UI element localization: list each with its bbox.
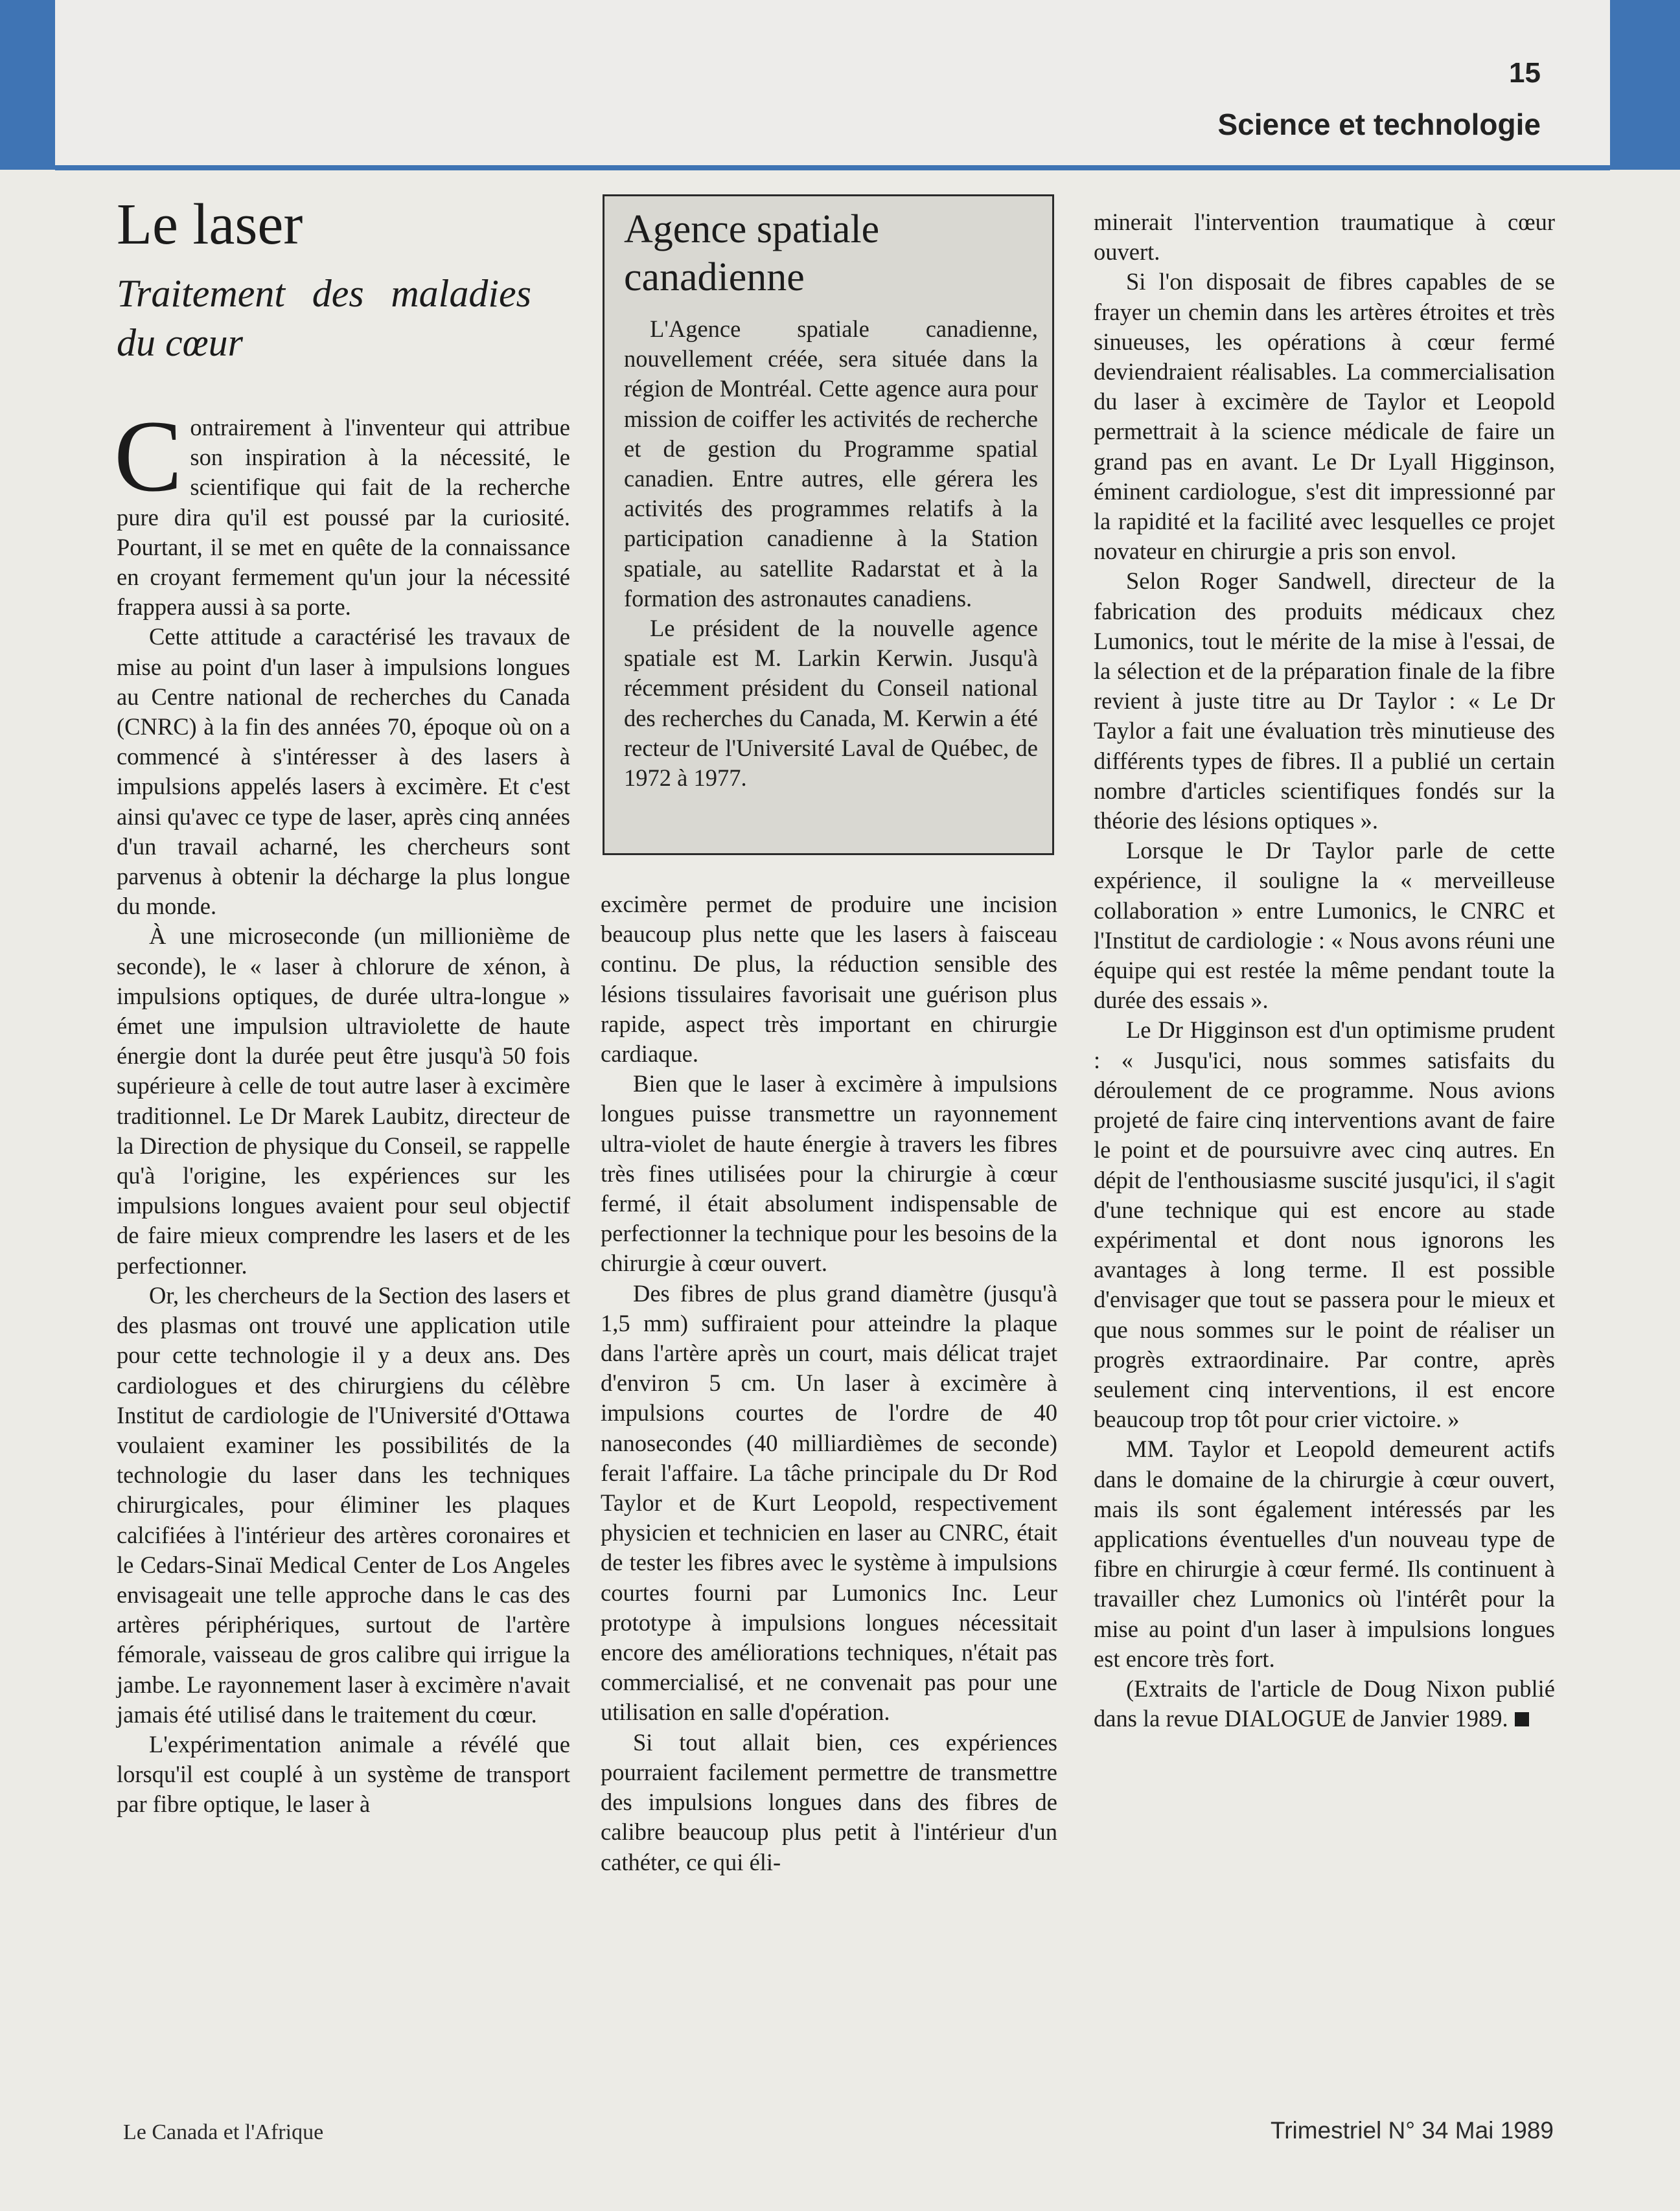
article-paragraph: excimère permet de produire une incision beaucoup plus nette que les lasers à faisceau continu. De plus, la réduction sensible des lésions tissulaires favorisait une guérison plus rapide, aspect très important en chirurgie cardiaque. xyxy=(601,891,1057,1068)
article-paragraph: Contrairement à l'inventeur qui attribue son inspiration à la nécessité, le scientifique qui fait de la recherche pure dira qu'il est poussé par la curiosité. Pourtant, il se met en quête de la connaissance en croyant fermement qu'un jour la nécessité frappera aussi à sa porte. xyxy=(114,400,570,621)
article-paragraph: minerait l'intervention traumatique à cœur ouvert. xyxy=(1094,209,1555,266)
sidebar-box xyxy=(603,194,1054,855)
article-paragraph: MM. Taylor et Leopold demeurent actifs dans le domaine de la chirurgie à cœur ouvert, mais ils sont également intéressés par les applications éventuelles d'un nouveau type de fibre en chirurgie à cœur fermé. Ils continuent à travailler chez Lumonics où l'intérêt pour la mise au point d'un laser à impulsions longues est encore très fort. xyxy=(1094,1436,1555,1672)
blue-margin-left xyxy=(0,0,55,170)
article-subtitle: Traitement des maladies du cœur xyxy=(117,272,531,364)
end-of-article-mark xyxy=(1515,1712,1529,1726)
article-title: Le laser xyxy=(117,192,303,257)
article-paragraph: À une microseconde (un millionième de seconde), le « laser à chlorure de xénon, à impulsions optiques, de durée ultra-longue » émet une impulsion ultraviolette de haute énergie dont la durée peut être jusqu'à 50 fois supérieure à celle de tout autre laser à excimère traditionnel. Le Dr Marek Laubitz, directeur de la Direction de physique du Conseil, se rappelle qu'à l'origine, les expériences sur les impulsions longues avaient pour seul objectif de faire mieux comprendre les lasers et de les perfectionner. xyxy=(117,922,570,1279)
article-paragraph: Si tout allait bien, ces expériences pourraient facilement permettre de transmettre des impulsions longues dans des fibres de calibre beaucoup plus petit à l'intérieur d'un cathéter, ce qui éli- xyxy=(601,1728,1057,1875)
blue-margin-right xyxy=(1610,0,1680,170)
article-paragraph: Cette attitude a caractérisé les travaux de mise au point d'un laser à impulsions longues au Centre national de recherches du Canada (CNRC) à la fin des années 70, époque où on a commencé à s'intéresser à des lasers à impulsions appelés lasers à excimère. Et c'est ainsi qu'avec ce type de laser, après cinq années d'un travail acharné, les chercheurs sont parvenus à obtenir la décharge la plus longue du monde. xyxy=(117,623,570,920)
sidebar-body xyxy=(624,314,1038,793)
article-paragraph: Lorsque le Dr Taylor parle de cette expérience, il souligne la « merveilleuse collaboration » entre Lumonics, le CNRC et l'Institut de cardiologie : « Nous avons réuni une équipe qui est restée la même pendant toute la durée des essais ». xyxy=(1094,837,1555,1014)
article-paragraph: (Extraits de l'article de Doug Nixon publié dans la revue DIALOGUE de Janvier 1989. xyxy=(1094,1675,1555,1732)
page-number: 15 xyxy=(1509,57,1541,89)
article-paragraph: Le Dr Higginson est d'un optimisme prudent : « Jusqu'ici, nous sommes satisfaits du déroulement de ce programme. Nous avions projeté de faire cinq interventions avant de faire le point et de poursuivre avec cinq autres. En dépit de l'enthousiasme suscité jusqu'ici, il s'agit d'une technique qui est encore au stade expérimental et dont nous ignorons les avantages à long terme. Il est possible d'envisager que tout se passera pour le mieux et que nous sommes sur le point de réaliser un progrès extraordinaire. Par contre, après seulement cinq interventions, il est encore beaucoup trop tôt pour crier victoire. » xyxy=(1094,1016,1555,1433)
article-column-2 xyxy=(601,889,1057,1877)
article-column-1 xyxy=(114,191,570,1820)
footer-issue: Trimestriel N° 34 Mai 1989 xyxy=(1270,2117,1554,2144)
article-paragraph: Selon Roger Sandwell, directeur de la fabrication des produits médicaux chez Lumonics, tout le mérite de la mise à l'essai, de la sélection et de la préparation finale de la fibre revient à juste titre au Dr Taylor : « Le Dr Taylor a fait une évaluation très minutieuse des différents types de fibres. Il a publié un certain nombre d'articles scientifiques fondés sur la théorie des lésions optiques ». xyxy=(1094,567,1555,834)
drop-cap: C xyxy=(114,400,183,513)
section-title: Science et technologie xyxy=(1217,108,1541,141)
article-paragraph: L'expérimentation animale a révélé que lorsqu'il est couplé à un système de transport par fibre optique, le laser à xyxy=(117,1730,570,1818)
article-paragraph: Des fibres de plus grand diamètre (jusqu'à 1,5 mm) suffiraient pour atteindre la plaque dans l'artère après un court, mais délicat trajet d'environ 5 cm. Un laser à excimère à impulsions courtes de l'ordre de 40 nanosecondes (40 milliardièmes de seconde) ferait l'affaire. La tâche principale du Dr Rod Taylor et de Kurt Leopold, respectivement physicien et technicien en laser au CNRC, était de tester les fibres avec le système à impulsions courtes fourni par Lumonics Inc. Leur prototype à impulsions longues nécessitait encore des améliorations techniques, n'était pas commercialisé, et ne convenait pas pour une utilisation en salle d'opération. xyxy=(601,1279,1057,1726)
sidebar-paragraph: L'Agence spatiale canadienne, nouvellement créée, sera située dans la région de Montréal. Cette agence aura pour mission de coiffer les activités de recherche et de gestion du Programme spatial canadien. Entre autres, elle gérera les activités des programmes relatifs à la participation canadienne à la Station spatiale, au satellite Radarstat et à la formation des astronautes canadiens. xyxy=(624,315,1038,612)
sidebar-title: Agence spatiale canadienne xyxy=(624,207,880,299)
article-paragraph: Si l'on disposait de fibres capables de se frayer un chemin dans les artères étroites et très sinueuses, les opérations à cœur fermé deviendraient réalisables. La commercialisation du laser à excimère de Taylor et Leopold permettrait à la science médicale de faire un grand pas en avant. Le Dr Lyall Higginson, éminent cardiologue, s'est dit impressionné par la rapidité et la facilité avec lesquelles ce projet novateur en chirurgie a pris son envol. xyxy=(1094,268,1555,565)
page-header xyxy=(55,0,1610,170)
article-column-3 xyxy=(1094,207,1555,1734)
sidebar-paragraph: Le président de la nouvelle agence spatiale est M. Larkin Kerwin. Jusqu'à récemment président du Conseil national des recherches du Canada, M. Kerwin a été recteur de l'Université Laval de Québec, de 1972 à 1977. xyxy=(624,615,1038,792)
footer-publication: Le Canada et l'Afrique xyxy=(123,2120,324,2144)
article-paragraph: Bien que le laser à excimère à impulsions longues puisse transmettre un rayonnement ultra-violet de haute énergie à travers les fibres très fines utilisées pour la chirurgie à cœur fermé, il était absolument indispensable de perfectionner la technique pour les besoins de la chirurgie à cœur ouvert. xyxy=(601,1070,1057,1277)
article-paragraph: Or, les chercheurs de la Section des lasers et des plasmas ont trouvé une application utile pour cette technologie il y a deux ans. Des cardiologues et des chirurgiens du célèbre Institut de cardiologie de l'Université d'Ottawa voulaient examiner les possibilités de la technologie du laser dans les techniques chirurgicales, pour éliminer les plaques calcifiées à l'intérieur des artères coronaires et le Cedars-Sinaï Medical Center de Los Angeles envisageait une telle approche dans le cas des artères périphériques, surtout de l'artère fémorale, vaisseau de gros calibre qui irrigue la jambe. Le rayonnement laser à excimère n'avait jamais été utilisé dans le traitement du cœur. xyxy=(117,1281,570,1728)
